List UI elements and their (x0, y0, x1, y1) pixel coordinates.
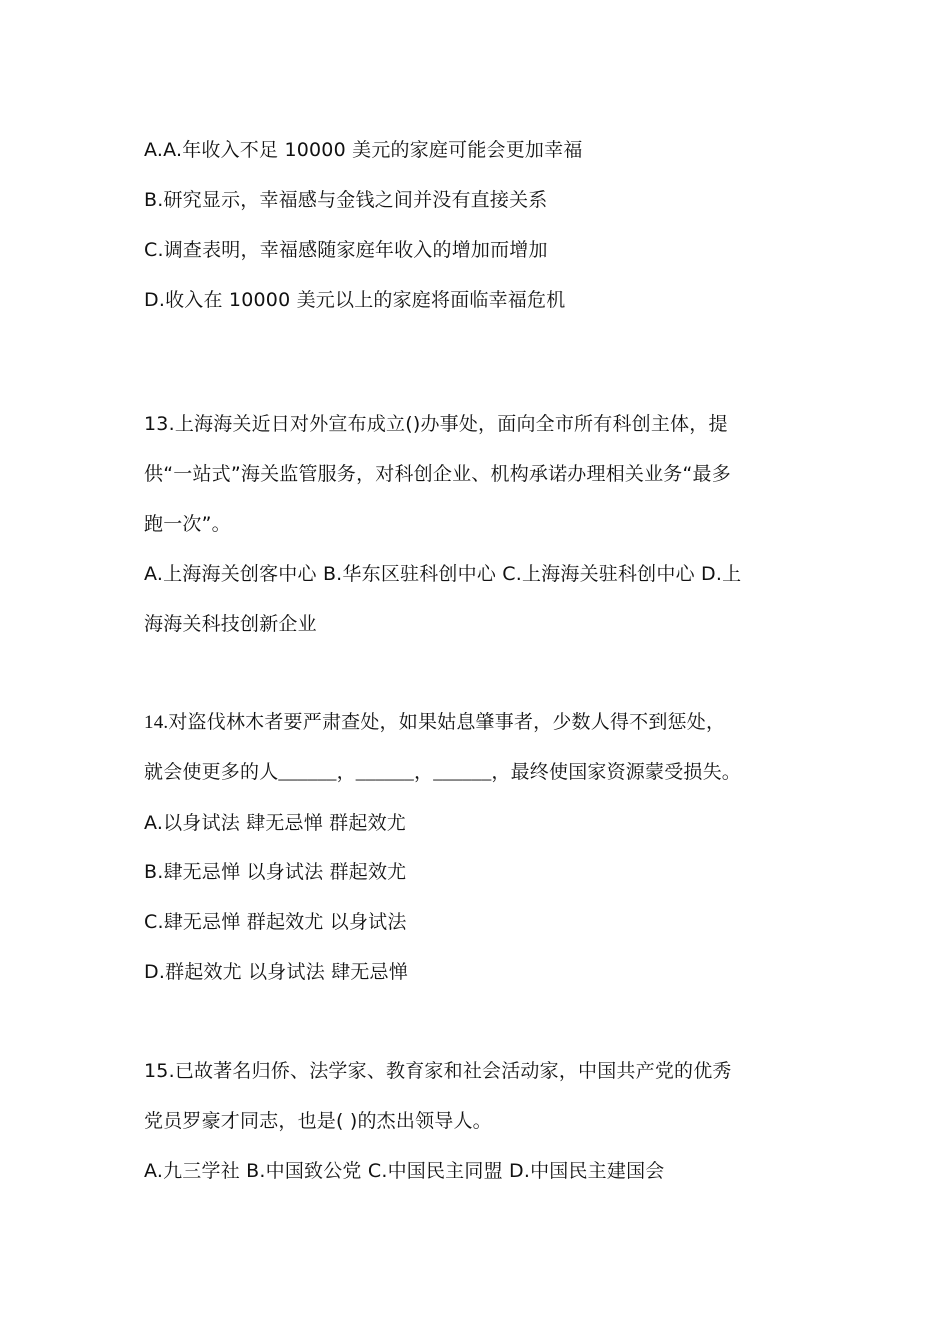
q14-stem-line-2: 就会使更多的人______，______，______，最终使国家资源蒙受损失。 (144, 762, 742, 783)
q13-options-line-2: 海海关科技创新企业 (144, 613, 317, 635)
q12-option-b: B.研究显示，幸福感与金钱之间并没有直接关系 (144, 189, 548, 211)
q14-option-a: A.以身试法 肆无忌惮 群起效尤 (144, 812, 406, 834)
q12-option-d: D.收入在 10000 美元以上的家庭将面临幸福危机 (144, 289, 566, 311)
q15-stem-line-2: 党员罗豪才同志，也是( )的杰出领导人。 (144, 1110, 492, 1132)
q13-options-line-1: A.上海海关创客中心 B.华东区驻科创中心 C.上海海关驻科创中心 D.上 (144, 563, 742, 585)
q14-option-c: C.肆无忌惮 群起效尤 以身试法 (144, 911, 407, 933)
q12-option-a: A.A.年收入不足 10000 美元的家庭可能会更加幸福 (144, 139, 583, 161)
q14-option-b: B.肆无忌惮 以身试法 群起效尤 (144, 861, 407, 883)
q14-option-d: D.群起效尤 以身试法 肆无忌惮 (144, 961, 408, 983)
q13-stem-line-3: 跑一次”。 (144, 513, 231, 535)
q15-options-line-1: A.九三学社 B.中国致公党 C.中国民主同盟 D.中国民主建国会 (144, 1160, 665, 1182)
q14-stem-line-1: 14.对盗伐林木者要严肃查处，如果姑息肇事者，少数人得不到惩处， (144, 712, 726, 733)
q13-stem-line-2: 供“一站式”海关监管服务，对科创企业、机构承诺办理相关业务“最多 (144, 463, 731, 485)
q15-stem-line-1: 15.已故著名归侨、法学家、教育家和社会活动家，中国共产党的优秀 (144, 1060, 732, 1082)
q13-stem-line-1: 13.上海海关近日对外宣布成立()办事处，面向全市所有科创主体，提 (144, 413, 728, 435)
q12-option-c: C.调查表明，幸福感随家庭年收入的增加而增加 (144, 239, 548, 261)
